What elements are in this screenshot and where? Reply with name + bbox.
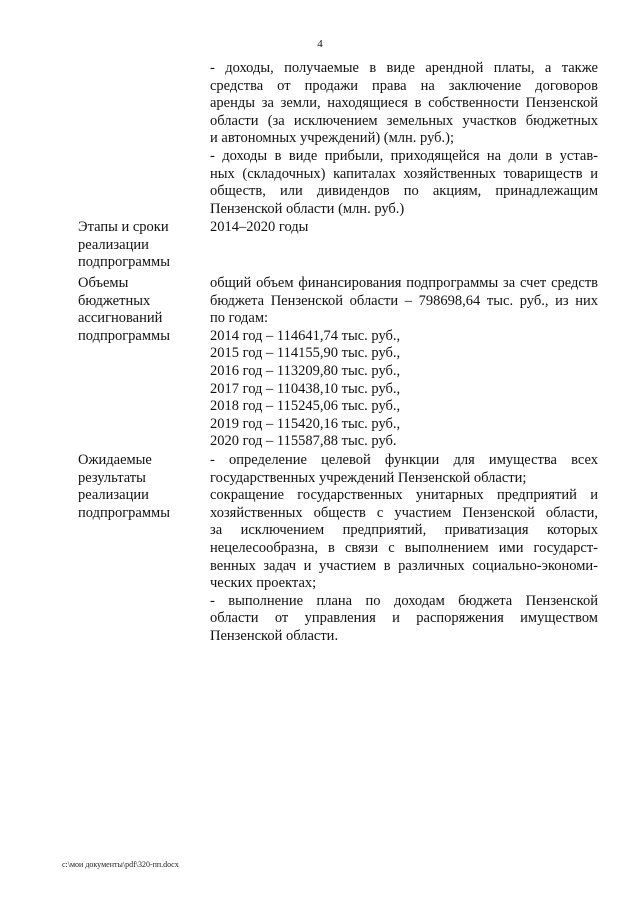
footer-file-path: c:\мои документы\pdf\320-пп.docx xyxy=(62,860,179,869)
budget-year-line: 2016 год – 113209,80 тыс. руб., xyxy=(210,362,401,379)
text-line: средства от продажи права на заключение договоров xyxy=(210,77,598,94)
label-line: реализации xyxy=(78,487,149,504)
label-line: Ожидаемые xyxy=(78,452,152,468)
label-line: реализации xyxy=(78,236,149,253)
text-line: аренды за земли, находящиеся в собственности Пензенской xyxy=(210,95,598,112)
text-line: - доходы в виде прибыли, приходящейся на доли в устав- xyxy=(210,147,598,164)
text-line: бюджета Пензенской области – 798698,64 тыс. руб., из них xyxy=(210,292,598,309)
text-line: венных задач и участием в различных социально-экономи- xyxy=(210,557,598,574)
stages-value xyxy=(210,219,598,237)
text-line: общий объем финансирования подпрограммы за счет средств xyxy=(210,275,598,291)
results-text xyxy=(210,452,598,646)
budget-year-line: 2017 год – 110438,10 тыс. руб., xyxy=(210,380,401,397)
text-line: области (за исключением земельных участков бюджетных xyxy=(210,112,598,129)
income-sources-text xyxy=(210,60,598,218)
budget-label xyxy=(78,275,198,345)
text-line: Пензенской области (млн. руб.) xyxy=(210,200,405,217)
stages-label xyxy=(78,219,198,272)
label-line: Этапы и сроки xyxy=(78,219,169,235)
page-number: 4 xyxy=(317,38,323,50)
text-line: и автономных учреждений) (млн. руб.); xyxy=(210,130,455,147)
label-line: подпрограммы xyxy=(78,504,170,521)
text-line: по годам: xyxy=(210,310,269,327)
text-line: области от управления и распоряжения имуществом xyxy=(210,610,598,627)
text-line: обществ, или дивидендов по акциям, принадлежащим xyxy=(210,183,598,200)
label-line: подпрограммы xyxy=(78,254,170,271)
budget-year-line: 2015 год – 114155,90 тыс. руб., xyxy=(210,345,401,362)
text-line: нецелесообразна, в связи с выполнением ими государст- xyxy=(210,539,598,556)
budget-year-line: 2018 год – 115245,06 тыс. руб., xyxy=(210,398,401,415)
budget-text xyxy=(210,275,598,451)
text-line: сокращение государственных унитарных предприятий и xyxy=(210,487,598,504)
label-line: подпрограммы xyxy=(78,327,170,344)
text-line: хозяйственных обществ с участием Пензенской области, xyxy=(210,504,598,521)
budget-year-line: 2019 год – 115420,16 тыс. руб., xyxy=(210,415,401,432)
text-line: ных (складочных) капиталах хозяйственных товариществ и xyxy=(210,165,598,182)
text-line: за исключением предприятий, приватизация которых xyxy=(210,522,598,539)
label-line: ассигнований xyxy=(78,310,163,327)
label-line: результаты xyxy=(78,469,146,486)
text-line: - выполнение плана по доходам бюджета Пензенской xyxy=(210,592,598,609)
results-label xyxy=(78,452,198,522)
budget-year-line: 2014 год – 114641,74 тыс. руб., xyxy=(210,327,401,344)
text-line: 2014–2020 годы xyxy=(210,219,309,235)
text-line: Пензенской области. xyxy=(210,627,339,644)
budget-year-line: 2020 год – 115587,88 тыс. руб. xyxy=(210,433,397,450)
text-line: ческих проектах; xyxy=(210,575,317,592)
text-line: - доходы, получаемые в виде арендной платы, а также xyxy=(210,60,598,76)
label-line: бюджетных xyxy=(78,292,151,309)
text-line: государственных учреждений Пензенской области; xyxy=(210,469,527,486)
label-line: Объемы xyxy=(78,275,129,291)
text-line: - определение целевой функции для имущества всех xyxy=(210,452,598,468)
